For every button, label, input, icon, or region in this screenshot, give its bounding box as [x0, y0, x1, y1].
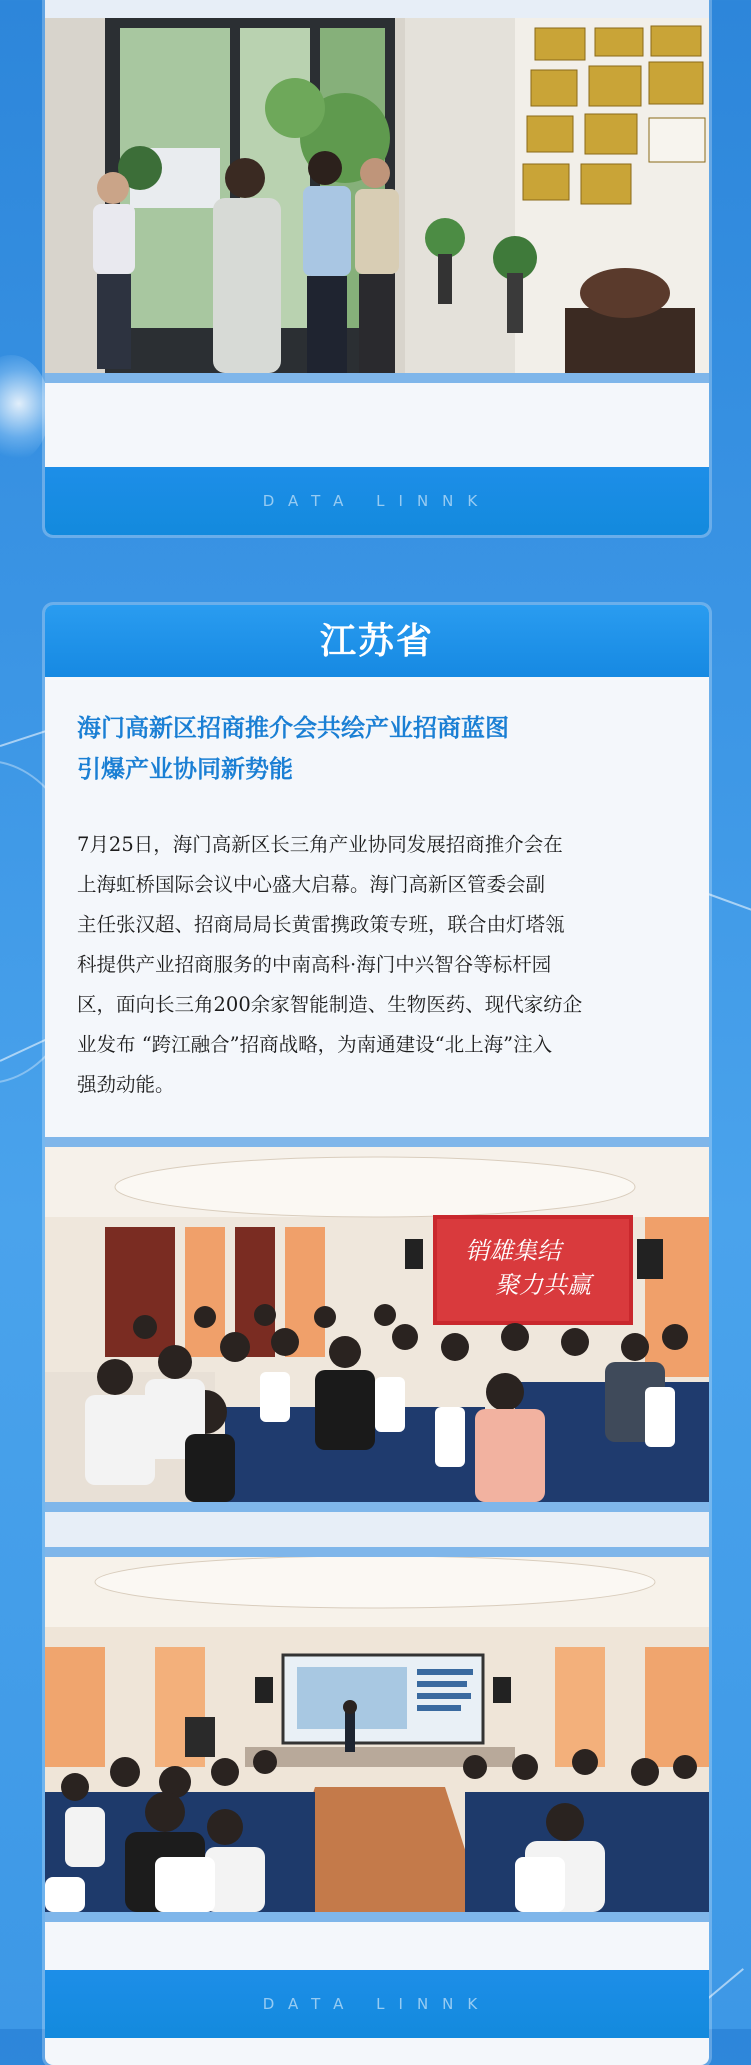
card-top-strip [45, 0, 709, 18]
photo-bottom-strip [45, 1912, 709, 1922]
photo-bottom-strip [45, 373, 709, 383]
body-line: 强劲动能。 [77, 1073, 175, 1096]
section-header [45, 605, 709, 677]
section-title: 江苏省 [319, 620, 434, 662]
footer-watermark: DATA LINNK [262, 1995, 492, 2013]
body-line: 主任张汉超、招商局局长黄雷携政策专班，联合由灯塔瓴 [77, 913, 565, 936]
decorative-line [704, 1968, 744, 2002]
photo-gap [45, 1512, 709, 1547]
photo-top-strip [45, 1137, 709, 1147]
photo-exhibition-room [45, 18, 709, 373]
body-line: 上海虹桥国际会议中心盛大启幕。海门高新区管委会副 [77, 873, 546, 896]
jiangsu-section-card [45, 605, 709, 2065]
photo-conference-hall-2 [45, 1557, 709, 1912]
presentation-hall-illustration [45, 1557, 709, 1912]
footer-watermark: DATA LINNK [262, 492, 492, 510]
article-body [77, 825, 683, 1105]
article-headline [77, 707, 687, 789]
body-line: 业发布 “跨江融合”招商战略，为南通建设“北上海”注入 [77, 1033, 553, 1056]
photo-top-strip [45, 1547, 709, 1557]
photo-bottom-strip [45, 1502, 709, 1512]
body-line: 区，面向长三角200余家智能制造、生物医药、现代家纺企 [77, 993, 583, 1016]
top-card-footer-band [45, 467, 709, 535]
photo-conference-hall-1 [45, 1147, 709, 1502]
exhibition-room-illustration [45, 18, 709, 373]
main-card-footer-band [45, 1970, 709, 2038]
decorative-bubble [0, 355, 50, 463]
conference-hall-illustration [45, 1147, 709, 1502]
previous-section-card [45, 0, 709, 535]
headline-line: 引爆产业协同新势能 [77, 754, 293, 783]
headline-line: 海门高新区招商推介会共绘产业招商蓝图 [77, 713, 509, 742]
body-line: 7月25日，海门高新区长三角产业协同发展招商推介会在 [77, 833, 563, 856]
screen-text: 聚力共赢 [495, 1271, 591, 1299]
screen-text: 销雄集结 [465, 1237, 561, 1265]
body-line: 科提供产业招商服务的中南高科·海门中兴智谷等标杆园 [77, 953, 552, 976]
